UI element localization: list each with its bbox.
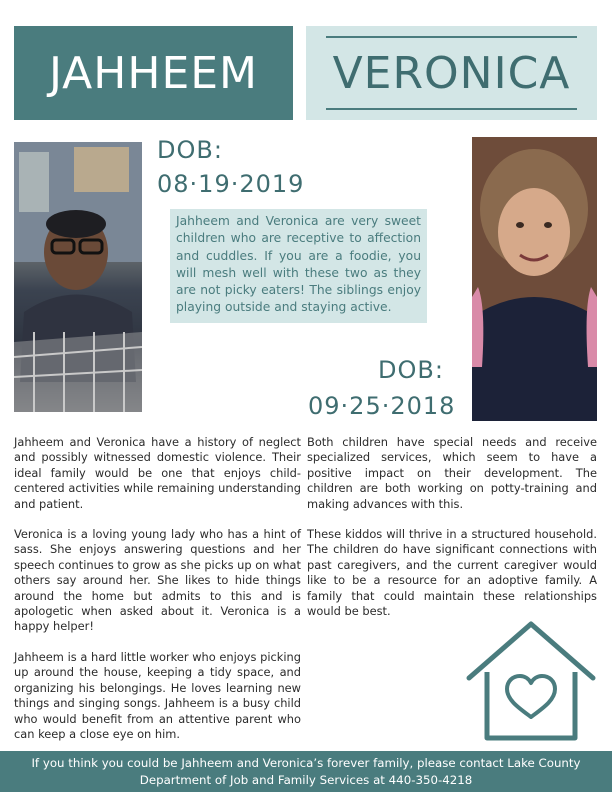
photo-veronica — [472, 137, 597, 421]
footer-line-1: If you think you could be Jahheem and Veronica’s forever family, please contact Lake County — [31, 756, 581, 770]
left-column — [14, 435, 301, 757]
paragraph-jahheem: Jahheem is a hard little worker who enjoys picking up around the house, keeping a tidy space, and organizing his belongings. He loves learning new things and singing songs. Jahheem is a busy child who would benefit from an attentive parent who can keep a close eye on him. — [14, 649, 301, 741]
banner-rule-top — [326, 36, 577, 38]
name-veronica: VERONICA — [332, 47, 571, 99]
paragraph-veronica: Veronica is a loving young lady who has a hint of sass. She enjoys answering questions and her speech continues to grow as she picks up on what others say around her. She likes to hide things around the home but admits to this and is apologetic when asked about it. Veronica is a happy helper! — [14, 527, 301, 634]
paragraph-special-needs: Both children have special needs and receive specialized services, which seem to have a positive impact on their development. The children are both working on potty-training and making advances with this. — [307, 435, 597, 511]
paragraph-history: Jahheem and Veronica have a history of neglect and possibly witnessed domestic violence. Their ideal family would be one that enjoys child-centered activities while remaining understanding and patient. — [14, 435, 301, 511]
house-heart-icon — [463, 620, 599, 744]
banner-rule-bottom — [326, 108, 577, 110]
dob-label-jahheem: DOB: — [157, 136, 223, 164]
right-column — [307, 435, 597, 634]
paragraph-household: These kiddos will thrive in a structured household. The children do have significant connections with past caregivers, and the current caregiver would like to be a resource for an adoptive family. A family that could maintain these relationships would be best. — [307, 527, 597, 619]
footer-line-2: Department of Job and Family Services at 440-350-4218 — [139, 773, 473, 787]
dob-date-jahheem: 08·19·2019 — [157, 170, 305, 198]
contact-footer — [0, 751, 612, 792]
name-banner-jahheem — [14, 26, 293, 120]
name-banner-veronica — [306, 26, 597, 120]
photo-jahheem — [14, 142, 142, 412]
intro-box: Jahheem and Veronica are very sweet children who are receptive to affection and cuddles. If you are a foodie, you will mesh well with these two as they are not picky eaters! The siblings enjoy playing outside and staying active. — [170, 209, 427, 323]
dob-label-veronica: DOB: — [378, 356, 444, 384]
dob-date-veronica: 09·25·2018 — [308, 392, 456, 420]
name-jahheem: JAHHEEM — [48, 47, 259, 99]
